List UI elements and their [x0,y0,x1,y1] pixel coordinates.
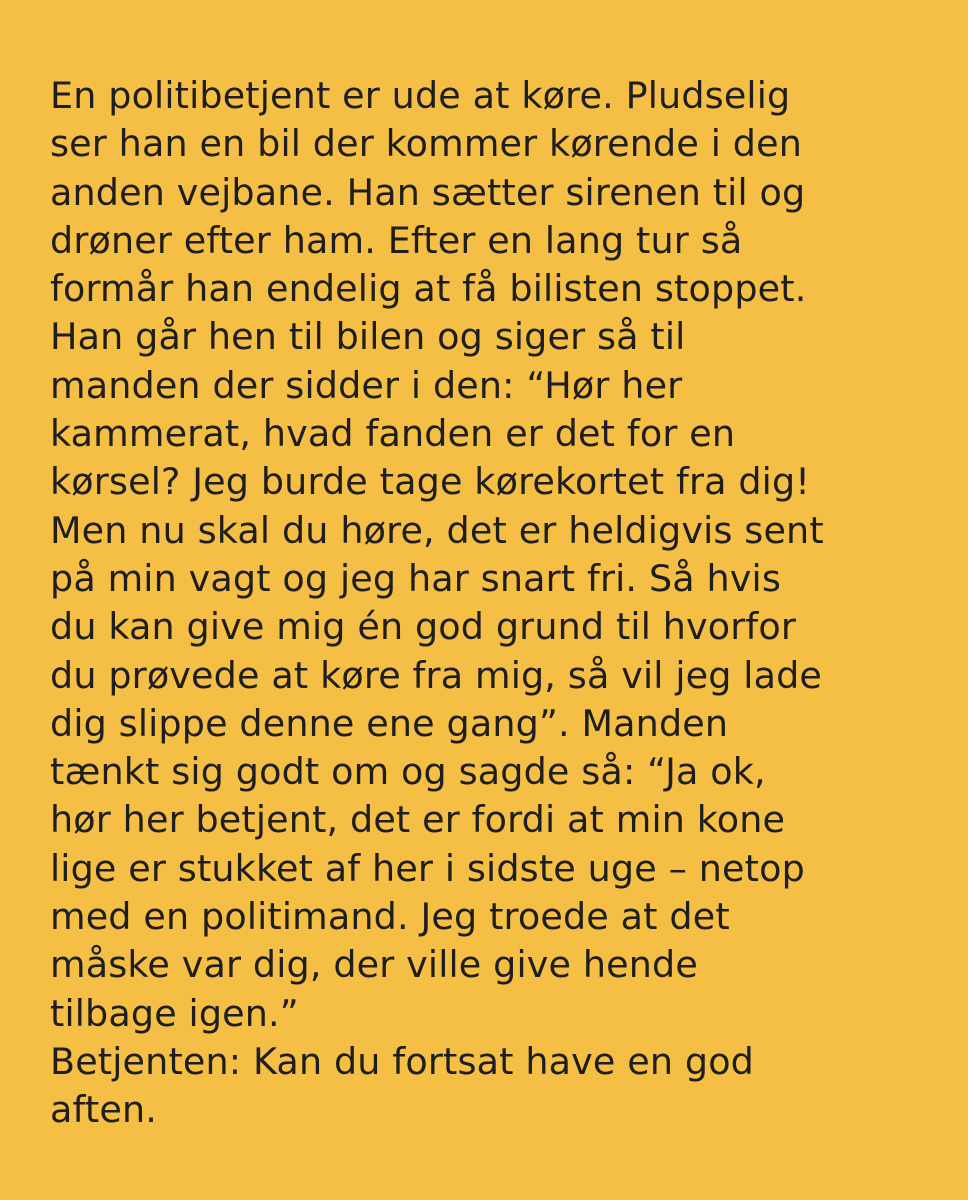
text-line-6: Han går hen til bilen og siger så til [50,315,686,359]
text-line-10: Men nu skal du høre, det er heldigvis sent [50,508,824,552]
text-line-9: kørsel? Jeg burde tage kørekortet fra dig! [50,460,811,504]
text-line-21: Betjenten: Kan du fortsat have en god [50,1039,755,1083]
text-line-18: med en politimand. Jeg troede at det [50,895,730,939]
text-line-3: anden vejbane. Han sætter sirenen til og [50,170,806,214]
text-line-2: ser han en bil der kommer kørende i den [50,122,802,166]
text-line-20: tilbage igen.” [50,991,299,1035]
text-line-5: formår han endelig at få bilisten stoppet. [50,267,807,311]
joke-text [50,72,950,1135]
text-line-19: måske var dig, der ville give hende [50,943,698,987]
text-line-17: lige er stukket af her i sidste uge – netop [50,846,805,890]
text-line-22: aften. [50,1088,157,1132]
text-line-15: tænkt sig godt om og sagde så: “Ja ok, [50,750,766,794]
text-line-4: drøner efter ham. Efter en lang tur så [50,218,743,262]
text-line-7: manden der sidder i den: “Hør her [50,363,683,407]
text-line-1: En politibetjent er ude at køre. Pludselig [50,74,791,117]
text-line-11: på min vagt og jeg har snart fri. Så hvis [50,556,782,600]
text-line-12: du kan give mig én god grund til hvorfor [50,605,797,649]
text-line-14: dig slippe denne ene gang”. Manden [50,701,729,745]
text-line-8: kammerat, hvad fanden er det for en [50,412,736,456]
text-line-13: du prøvede at køre fra mig, så vil jeg lade [50,653,823,697]
text-line-16: hør her betjent, det er fordi at min kone [50,798,786,842]
